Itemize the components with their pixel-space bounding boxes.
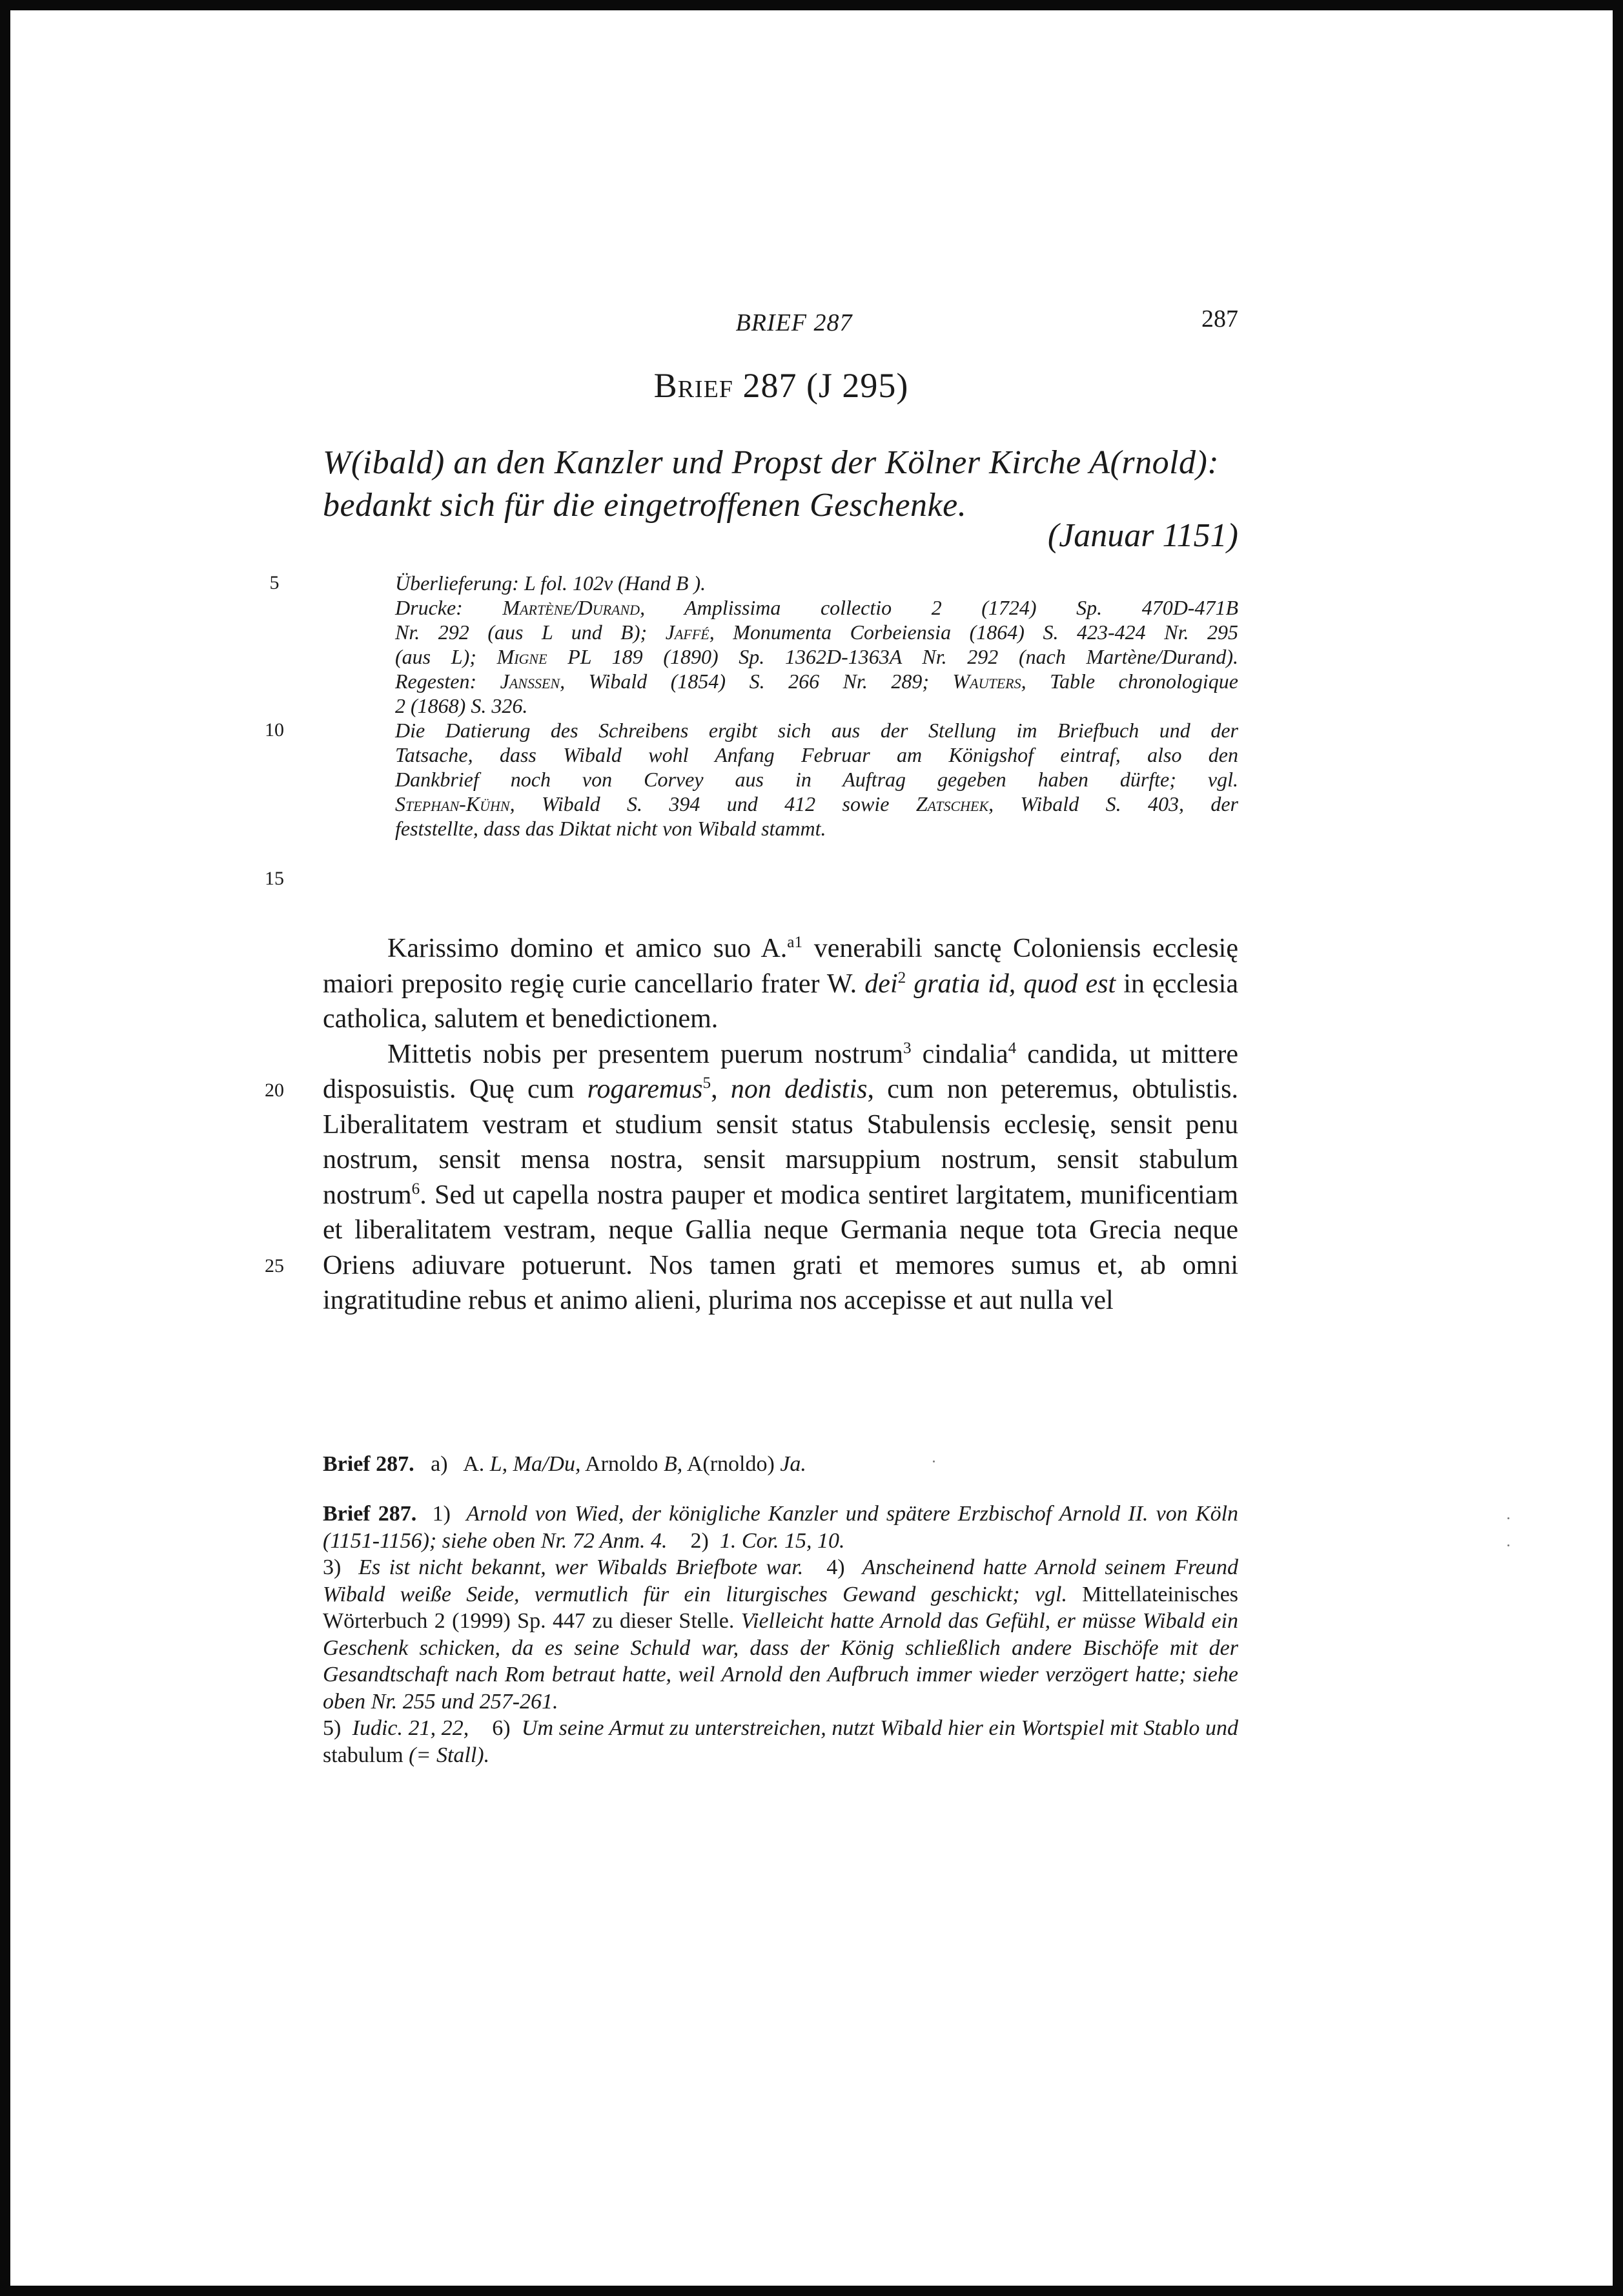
page-number: 287 bbox=[1201, 305, 1238, 333]
author-name: Jaffé bbox=[665, 620, 709, 644]
apparatus-line: Dankbrief noch von Corvey aus in Auftrag gegeben haben dürfte; vgl. bbox=[395, 768, 1238, 791]
apparatus-line: Drucke: Martène/Durand, Amplissima collectio 2 (1724) Sp. 470D-471B bbox=[395, 596, 1239, 619]
note-marker: 5 bbox=[702, 1074, 711, 1092]
apparatus-line: Stephan-Kühn, Wibald S. 394 und 412 sowie Zatschek, Wibald S. 403, der bbox=[395, 792, 1239, 815]
regest-summary: W(ibald) an den Kanzler und Propst der Kölner Kirche A(rnold): bedankt sich für die eingetroffenen Geschenke. bbox=[323, 444, 1220, 524]
author-name: Migne bbox=[496, 645, 547, 668]
scan-speck bbox=[933, 1461, 935, 1462]
commentary-notes: Brief 287. 1) Arnold von Wied, der königliche Kanzler und spätere Erzbischof Arnold II. von Köln (1151-1156); siehe oben Nr. 72 Anm. 4. 2) 1. Cor. 15, 10. 3) Es ist nicht bekannt, wer Wibalds Briefbote war. 4) Anscheinend hatte Arnold seinem Freund Wibald weiße Seide, vermutlich für ein liturgisches Gewand geschickt; vgl. Mittellateinisches Wörterbuch 2 (1999) Sp. 447 zu dieser Stelle. Vielleicht hatte Arnold das Gefühl, er müsse Wibald ein Geschenk schicken, da es seine Schuld war, dass der König schließlich andere Bischöfe mit der Gesandtschaft nach Rom betraut hatte, weil Arnold den Aufbruch immer wieder verzögert hatte; siehe oben Nr. 255 und 257-261. 5) Iudic. 21, 22, 6) Um seine Armut zu unterstreichen, nutzt Wibald hier ein Wortspiel mit Stablo und stabulum (= Stall). bbox=[323, 1502, 1239, 1767]
line-number: 20 bbox=[265, 1080, 284, 1101]
regest-date: (Januar 1151) bbox=[1047, 517, 1238, 554]
author-name: Martène/Durand bbox=[502, 596, 640, 619]
author-name: Janssen bbox=[500, 670, 560, 693]
apparatus-line: Die Datierung des Schreibens ergibt sich aus der Stellung im Briefbuch und der bbox=[395, 719, 1238, 742]
note-marker: 6 bbox=[411, 1180, 420, 1198]
apparatus-line: Tatsache, dass Wibald wohl Anfang Februar am Königshof eintraf, also den bbox=[395, 743, 1238, 766]
text-critical-notes: Brief 287. a) A. L, Ma/Du, Arnoldo B, A(rnoldo) Ja. bbox=[323, 1452, 806, 1476]
apparatus-line: feststellte, dass das Diktat nicht von Wibald stammt. bbox=[395, 817, 826, 840]
title-prefix: Brief bbox=[653, 366, 733, 405]
apparatus-block bbox=[395, 571, 1238, 841]
line-number: 5 bbox=[269, 572, 280, 593]
letter-paragraph: Mittetis nobis per presentem puerum nostrum$^3$ cindalia$^4$ candida, ut mittere disposuistis. Quę cum rogaremus$^5$, non dedistis, cum non peteremus, obtulistis. Liberalitatem vestram et studium sensit status Stabulensis ecclesię, sensit penu nostrum, sensit mensa nostra, sensit marsuppium nostrum, sensit stabulum nostrum$^6$. Sed ut capella nostra pauper et modica sentiret largitatem, munificentiam et liberalitatem vestram, neque Gallia neque Germania neque tota Grecia neque Oriens adiuvare potuerunt. Nos tamen grati et memores sumus et, ab omni ingratitudine rebus et animo alieni, plurima nos accepisse et aut nulla vel bbox=[323, 1039, 1238, 1315]
apparatus-line: Überlieferung: L fol. 102v (Hand B ). bbox=[395, 571, 706, 595]
author-name: Zatschek bbox=[915, 792, 989, 815]
author-name: Stephan-Kühn bbox=[395, 792, 510, 815]
letter-title bbox=[323, 365, 1240, 405]
running-title: BRIEF 287 bbox=[735, 309, 853, 336]
note-marker: 4 bbox=[1008, 1039, 1017, 1057]
title-rest: 287 (J 295) bbox=[733, 366, 909, 405]
line-number: 15 bbox=[265, 868, 284, 889]
apparatus-line: 2 (1868) S. 326. bbox=[395, 694, 528, 717]
line-number: 25 bbox=[265, 1255, 284, 1276]
note-marker: a1 bbox=[787, 933, 803, 951]
apparatus-line: (aus L); Migne PL 189 (1890) Sp. 1362D-1363A Nr. 292 (nach Martène/Durand). bbox=[395, 645, 1239, 668]
line-number: 10 bbox=[265, 719, 284, 741]
note-marker: 3 bbox=[903, 1039, 912, 1057]
apparatus-line: Nr. 292 (aus L und B); Jaffé, Monumenta Corbeiensia (1864) S. 423-424 Nr. 295 bbox=[395, 620, 1239, 644]
author-name: Wauters bbox=[952, 670, 1021, 693]
scan-speck bbox=[1507, 1517, 1509, 1519]
note-marker: 2 bbox=[897, 969, 906, 987]
apparatus-line: Regesten: Janssen, Wibald (1854) S. 266 Nr. 289; Wauters, Table chronologique bbox=[395, 670, 1238, 693]
letter-paragraph: Karissimo domino et amico suo A.$^{a1}$ venerabili sanctę Coloniensis ecclesię maiori preposito regię curie cancellario frater W. dei$^2$ gratia id, quod est in ęcclesia catholica, salutem et benedictionem. bbox=[323, 933, 1238, 1034]
letter-text bbox=[323, 931, 1238, 1318]
scan-speck bbox=[1507, 1544, 1509, 1546]
